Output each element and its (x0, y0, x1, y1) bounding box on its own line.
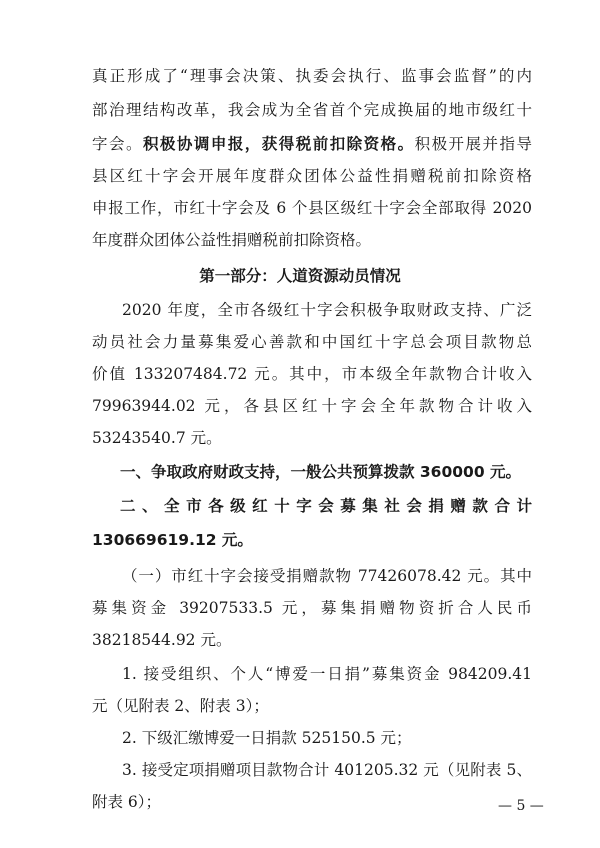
body-line: 价值 133207484.72 元。其中，市本级全年款物合计收入 (92, 365, 532, 383)
body-text: 积极开展并指导 (414, 135, 532, 153)
body-line: 部治理结构改革，我会成为全省首个完成换届的地市级红十 (92, 101, 532, 119)
item-heading: 二、全市各级红十字会募集社会捐赠款合计 (120, 497, 532, 515)
body-line: （一）市红十字会接受捐赠款物 77426078.42 元。其中 (122, 567, 532, 585)
section-title: 第一部分：人道资源动员情况 (199, 267, 401, 285)
body-line: 动员社会力量募集爱心善款和中国红十字总会项目款物总 (92, 333, 532, 351)
item-heading: 130669619.12 元。 (92, 531, 253, 549)
list-item-cont: 附表 6）； (92, 793, 162, 811)
body-line: 53243540.7 元。 (92, 429, 222, 447)
body-line-mixed (92, 132, 532, 156)
list-item: 3. 接受定项捐赠项目款物合计 401205.32 元（见附表 5、 (122, 761, 532, 779)
body-line: 县区红十字会开展年度群众团体公益性捐赠税前扣除资格 (92, 167, 532, 185)
page-number: — 5 — (498, 798, 544, 814)
item-heading: 一、争取政府财政支持，一般公共预算拨款 360000 元。 (120, 463, 522, 481)
body-line: 79963944.02 元，各县区红十字会全年款物合计收入 (92, 397, 532, 415)
body-line: 年度群众团体公益性捐赠税前扣除资格。 (92, 231, 372, 249)
body-line: 募集资金 39207533.5 元，募集捐赠物资折合人民币 (92, 599, 532, 617)
body-line: 38218544.92 元。 (92, 631, 232, 649)
body-line: 2020 年度，全市各级红十字会积极争取财政支持、广泛 (122, 301, 532, 319)
list-item: 2. 下级汇缴博爱一日捐款 525150.5 元； (122, 729, 412, 747)
list-item: 1. 接受组织、个人“博爱一日捐”募集资金 984209.41 (122, 665, 532, 683)
body-text: 字会。 (92, 135, 143, 153)
bold-highlight: 积极协调申报，获得税前扣除资格。 (142, 135, 415, 153)
body-line: 真正形成了“理事会决策、执委会执行、监事会监督”的内 (92, 67, 532, 85)
body-line: 申报工作，市红十字会及 6 个县区级红十字会全部取得 2020 (92, 199, 532, 217)
list-item-cont: 元（见附表 2、附表 3）； (92, 697, 269, 715)
